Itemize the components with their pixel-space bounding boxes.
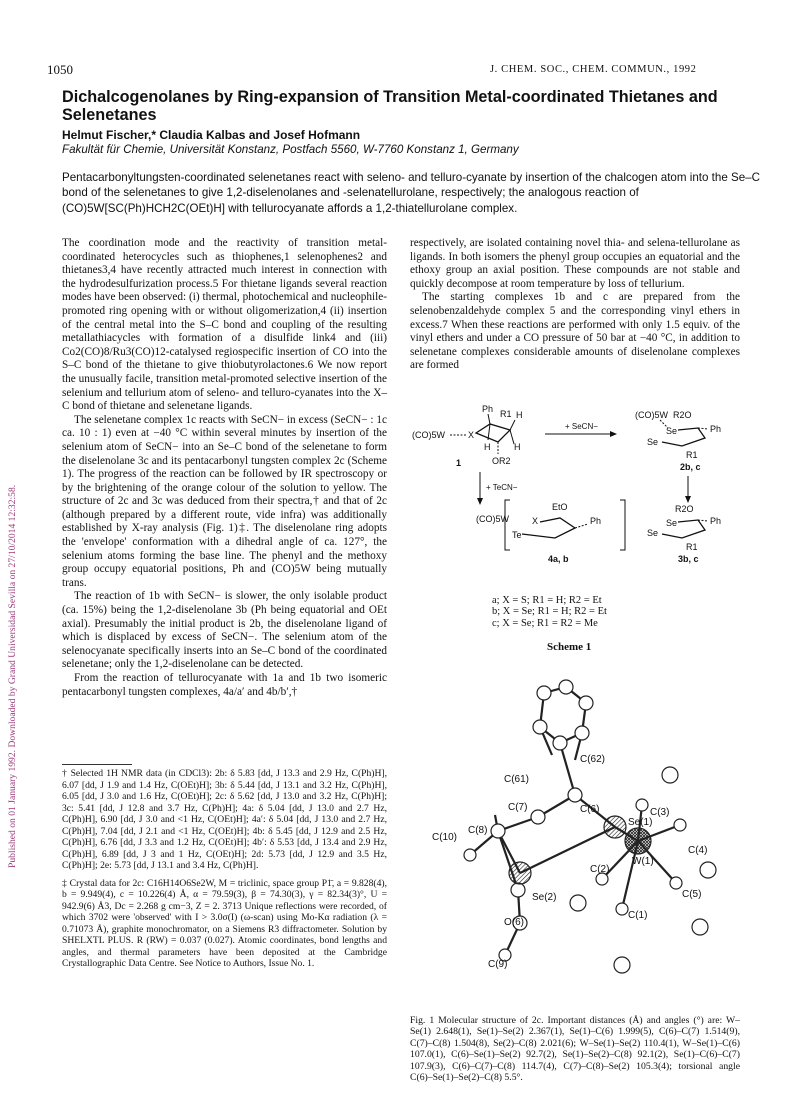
scheme-label: EtO [552,502,568,512]
atom-label: Se(1) [628,817,653,828]
atom-label: C(5) [682,889,702,900]
right-column [410,237,740,373]
article-affiliation: Fakultät für Chemie, Universität Konstanz, Postfach 5560, W-7760 Konstanz 1, Germany [62,143,519,156]
scheme-label: H [484,442,491,452]
atom-label: C(8) [468,825,488,836]
atom-label: C(9) [488,959,508,970]
figure-caption: Fig. 1 Molecular structure of 2c. Important distances (Å) and angles (°) are: W–Se(1) 2.648(1), Se(1)–Se(2) 2.367(1), Se(1)–C(6) 1.999(5), C(6)–C(7) 1.514(9), C(7)–C(8) 1.504(8), Se(2)–C(8) 2.021(6); W–Se(1)–Se(2) 110.4(1), W–Se(1)–C(6) 107.0(1), C(6)–Se(1)–Se(2) 92.7(2), Se(1)–Se(2)–C(8) 92.1(2), Se(1)–C(6)–C(7) 107.9(3), C(6)–C(7)–C(8) 114.7(4), C(7)–C(8)–Se(2) 105.3(4); torsional angle C(6)–Se(1)–Se(2)–C(8) 5.5°. [410,1015,740,1084]
scheme-label: Ph [710,516,722,526]
paragraph: The starting complexes 1b and c are prepared from the selenobenzaldehyde complex 5 and the corresponding vinyl ethers in excess.7 When these reactions are performed with only 1.5 equiv. of the vinyl ethers and under a CO pressure of 50 bar at −40 °C, in addition to selenetane complexes considerable amounts of diselenolane complexes are formed [410,291,740,372]
footnote-crystal: ‡ Crystal data for 2c: C16H14O6Se2W, M = triclinic, space group P1̄, a = 9.828(4), b = 9.949(4), c = 10.226(4) Å, α = 79.59(3), β = 74.30(3), γ = 82.34(3)°, U = 942.9(6) Å3, Dc = 2.268 g cm−3, Z = 2. 3713 Unique reflections were recorded, of which 3702 were 'observed' with I > 3.0σ(I) (ω-scan) using Mo-Kα radiation (λ = 0.71073 Å), graphite monochromator, on a Siemens R3 diffractometer. Solution by SHELXTL PLUS. R (RW) = 0.037 (0.027). Atomic coordinates, bond lengths and angles, and thermal parameters have been deposited at the Cambridge Crystallographic Data Centre. See Notice to Authors, Issue No. 1. [62,877,387,969]
atom-label: W(1) [632,856,654,867]
scheme-label: OR2 [492,456,511,466]
arrow-label: + SeCN− [565,422,598,431]
paragraph: The selenetane complex 1c reacts with SeCN− in excess (SeCN− : 1c ca. 10 : 1) even at −40 °C within several minutes by insertion of the selenium atom of SeCN− into an Se–C bond of the selenetane to form the diselenolane 3c and its pentacarbonyl tungsten complex 2c (Scheme 1). The progress of the reaction can be followed by IR spectroscopy or by the brightening of the orange colour of the solution to yellow. The structure of 2c and 3c was deduced from their spectra,† and that of 2c (although prepared by a different route, vide infra) was additionally established by X-ray analysis (Fig. 1)‡. The diselenolane ring adopts the 'envelope' conformation with a dihedral angle of ca. 127°, the selenium atoms forming the base line. The phenyl and the methoxy group occupy equatorial positions, Ph and (CO)5W being mutually trans. [62,413,387,589]
legend-item: c; X = Se; R1 = R2 = Me [492,617,598,629]
download-stamp [3,238,19,868]
scheme-label: Ph [482,404,494,414]
scheme-label: R1 [500,409,512,419]
paragraph: From the reaction of tellurocyanate with 1a and 1b two isomeric pentacarbonyl tungsten complexes, 4a/a′ and 4b/b′,† [62,672,387,698]
journal-header: J. CHEM. SOC., CHEM. COMMUN., 1992 [490,64,697,75]
article-authors: Helmut Fischer,* Claudia Kalbas and Josef Hofmann [62,128,361,142]
scheme-label: R2O [673,410,692,420]
atom-label: O(6) [504,917,524,928]
legend-item: a; X = S; R1 = H; R2 = Et [492,595,602,606]
scheme-label: Ph [710,424,722,434]
scheme-legend [492,595,607,629]
scheme-label: X [532,516,539,526]
scheme-label: (CO)5W [412,430,445,440]
legend-item: b; X = Se; R1 = H; R2 = Et [492,606,607,618]
scheme-label: (CO)5W [476,514,509,524]
paragraph: The coordination mode and the reactivity of transition metal-coordinated heterocycles such as thiophenes,1 selenophenes2 and thietanes3,4 have recently attracted much interest in connection with the hydrodesulfurization process.5 For thietane ligands several reaction modes have been observed: (i) thermal, photochemical and nucleophile-promoted ring opening with or without oligomerization,4 (ii) insertion of the central metal into the S–C bond and coupling of the resulting metallathiacycles with formation of a disulfide link4 and (iii) Co2(CO)8/Ru3(CO)12-catalysed regiospecific insertion of CO into the S–C bond of the thietane to give thiobutyrolactones.6 We now report the unusually facile, transition metal-promoted selective insertion of the selenium and tellurium atom of seleno- and telluro-cyanates into the X–C bond of thietane and selenetane ligands. [62,237,387,413]
scheme-label: R1 [686,542,698,552]
scheme-label: H [516,410,523,420]
compound-label-2: 2b, c [680,462,701,472]
atom-label: C(7) [508,802,528,813]
scheme-1-drawing [410,400,745,596]
download-stamp-text: Published on 01 January 1992. Downloaded by Grand Universidad Sevilla on 27/10/2014 12:32:58. [7,484,18,868]
arrow-label: + TeCN− [486,483,518,492]
scheme-label: Se [647,437,659,447]
article-title: Dichalcogenolanes by Ring-expansion of Transition Metal-coordinated Thietanes and Selenetanes [62,88,718,124]
footnotes [62,768,387,976]
atom-label: C(10) [432,832,458,843]
scheme-label: X [468,430,475,440]
atom-label: C(4) [688,845,708,856]
molecular-structure-figure [410,665,730,1010]
paragraph: The reaction of 1b with SeCN− is slower, the only isolable product (ca. 15%) being the 1,2-diselenolane 3b (Ph being equatorial and OEt axial). Presumably the initial product is 2b, the diselenolane ligand of which is displaced by excess of SeCN−. The selenium atom of the selenocyanate specifically inserts into an Se–C bond of the coordinated selenetane; only the 1,2-diselenolane can be detected. [62,590,387,671]
scheme-label: Se [647,528,659,538]
scheme-caption: Scheme 1 [547,641,592,653]
footnote-nmr: † Selected 1H NMR data (in CDCl3): 2b: δ 5.83 [dd, J 13.3 and 2.9 Hz, C(Ph)H], 6.07 [dd, J 1.9 and 1.4 Hz, C(OEt)H]; 3b: δ 5.44 [dd, J 13.1 and 3.2 Hz, C(Ph)H], 6.05 [dd, J 3.0 and 1.6 Hz, C(OEt)H]; 2c: δ 5.62 [dd, J 13.0 and 3.2 Hz, C(Ph)H]; 3c: 5.41 [dd, J 12.8 and 3.7 Hz, C(Ph)H]; 4a: δ 5.04 [dd, J 13.0 and 2.7 Hz, C(Ph)H], 6.90 [dd, J 3.0 and <1 Hz, C(OEt)H]; 4a′: δ 5.04 [dd, J 13.0 and 2.7 Hz, C(Ph)H], 7.04 [dd, J 2.1 and <1 Hz, C(OEt)H]; 4b: δ 5.45 [dd, J 12.9 and 2.5 Hz, C(Ph)H], 6.76 [dd, J 3.3 and 1.2 Hz, C(OEt)H]; 4b′: δ 5.53 [dd, J 13.4 and 2.9 Hz, C(Ph)H], 6.89 [dd, J 3 and 1 Hz, C(OEt)H]; 2d: 5.73 [dd, J 12.9 and 3.5 Hz, C(Ph)H]; 2e: 5.73 [dd, J 13.1 and 3.4 Hz, C(Ph)H]. [62,768,387,871]
compound-label-3: 3b, c [678,554,699,564]
scheme-label: Se [666,426,678,436]
page-number: 1050 [47,62,73,77]
atom-label: C(3) [650,807,670,818]
scheme-label: R2O [675,504,694,514]
atom-label: C(6) [580,804,600,815]
compound-label-1: 1 [456,458,462,468]
scheme-label: Te [512,530,522,540]
atom-label: C(61) [504,774,530,785]
scheme-label: R1 [686,450,698,460]
atom-label: C(2) [590,864,610,875]
atom-label: C(62) [580,754,606,765]
left-column [62,237,387,699]
paragraph: respectively, are isolated containing novel thia- and selena-tellurolane as ligands. In both isomers the phenyl group occupies an equatorial and the ethoxy group an axial position. These compounds are not stable and quickly decompose at room temperature by loss of tellurium. [410,237,740,290]
compound-label-4: 4a, b [548,554,569,564]
scheme-label: Ph [590,516,602,526]
scheme-label: H [514,442,521,452]
atom-label: C(1) [628,910,648,921]
footnote-rule [62,764,132,765]
article-abstract: Pentacarbonyltungsten-coordinated selenetanes react with seleno- and telluro-cyanate by insertion of the chalcogen atom into the Se–C bond of the selenetanes to give 1,2-diselenolanes and -selenatellurolane, respectively; the analogous reaction of (CO)5W[SC(Ph)HCH2C(OEt)H] with tellurocyanate affords a 1,2-thiatellurolane complex. [62,171,760,215]
atom-label: Se(2) [532,892,557,903]
scheme-label: (CO)5W [635,410,668,420]
scheme-label: Se [666,518,678,528]
